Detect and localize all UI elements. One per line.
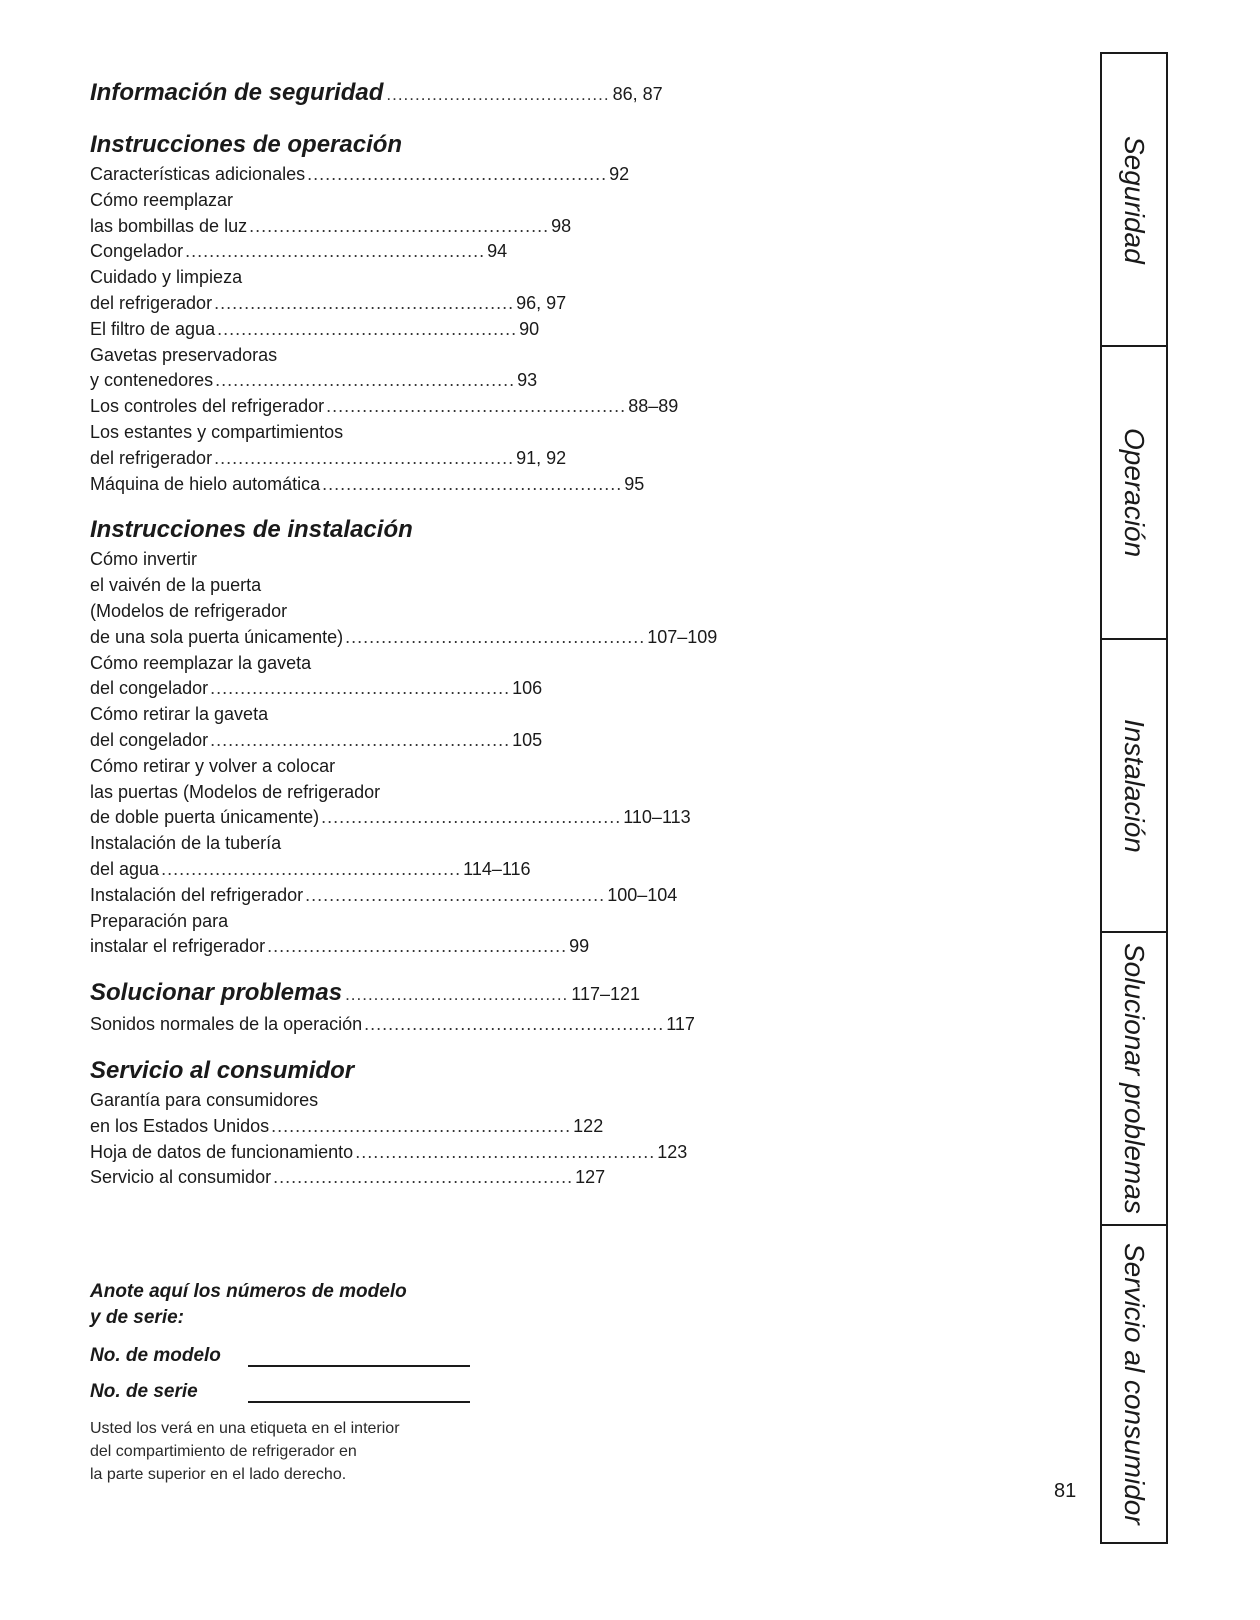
toc-entry-text: Congelador	[90, 241, 184, 262]
section-title: Solucionar problemas	[90, 979, 343, 1007]
leader-dots: ..................................................	[210, 729, 511, 750]
serial-number-label: No. de serie	[90, 1381, 198, 1402]
record-note-line: la parte superior en el lado derecho.	[90, 1466, 347, 1483]
serial-number-row	[90, 1379, 470, 1403]
toc-entry-text: Cuidado y limpieza	[90, 267, 243, 288]
toc-entry-text: del refrigerador	[90, 447, 213, 468]
leader-dots: ..................................................	[321, 807, 622, 828]
tab-seguridad[interactable]	[1102, 54, 1166, 347]
toc-entry[interactable]	[90, 857, 531, 883]
toc-entry[interactable]	[90, 394, 679, 420]
toc-entry-text: las bombillas de luz	[90, 215, 248, 236]
toc-entry[interactable]	[90, 239, 508, 265]
toc-entry-text: del congelador	[90, 729, 209, 750]
toc-entry-text: (Modelos de refrigerador	[90, 600, 288, 621]
record-note-line: Usted los verá en una etiqueta en el interior	[90, 1420, 400, 1437]
leader-dots: ..................................................	[326, 396, 627, 417]
tab-label: Servicio al consumidor	[1119, 1243, 1150, 1525]
leader-dots: ..................................................	[273, 1167, 574, 1188]
toc-entry-page: 90	[519, 318, 540, 339]
toc-entry-text: las puertas (Modelos de refrigerador	[90, 781, 381, 802]
serial-number-blank[interactable]	[248, 1379, 470, 1403]
toc-entry-text: Cómo retirar y volver a colocar	[90, 755, 336, 776]
model-number-label: No. de modelo	[90, 1345, 221, 1366]
toc-entry[interactable]	[90, 1165, 606, 1191]
toc-entry-text: Cómo invertir	[90, 549, 198, 570]
toc-entry-page: 127	[575, 1167, 606, 1188]
leader-dots: ..................................................	[267, 936, 568, 957]
tab-label: Operación	[1119, 427, 1150, 558]
toc-entry[interactable]	[90, 1012, 695, 1038]
toc-entry[interactable]	[90, 883, 678, 909]
toc-entry-line	[90, 831, 472, 857]
leader-dots: ..................................................	[345, 626, 646, 647]
leader-dots: ..................................................	[322, 473, 623, 494]
tab-instalacion[interactable]	[1102, 640, 1166, 933]
toc-entry[interactable]	[90, 162, 630, 188]
toc-entry[interactable]	[90, 1140, 688, 1166]
tab-label: Solucionar problemas	[1119, 943, 1150, 1214]
page-number: 81	[1054, 1480, 1077, 1502]
toc-entry-page: 107–109	[647, 626, 718, 647]
toc-entry[interactable]	[90, 291, 567, 317]
leader-dots: ..................................................	[215, 370, 516, 391]
toc-entry-page: 123	[657, 1141, 688, 1162]
toc-entry-line	[90, 909, 472, 935]
toc-entry[interactable]	[90, 368, 538, 394]
section-page: 86, 87	[612, 84, 663, 104]
record-note	[90, 1417, 470, 1486]
leader-dots: ..................................................	[364, 1014, 665, 1035]
toc-entry-text: instalar el refrigerador	[90, 936, 266, 957]
leader-dots: ..................................................	[305, 884, 606, 905]
toc-entry[interactable]	[90, 472, 645, 498]
toc-entry-text: Características adicionales	[90, 164, 306, 184]
section-title: Información de seguridad	[90, 79, 384, 106]
tab-servicio-al-consumidor[interactable]	[1102, 1226, 1166, 1542]
toc-entry-page: 110–113	[623, 807, 691, 828]
model-serial-record	[90, 1279, 470, 1486]
toc-entry-text: Preparación para	[90, 910, 229, 931]
toc-entry[interactable]	[90, 446, 567, 472]
toc-entries-operacion	[90, 162, 679, 497]
leader-dots: ..................................................	[185, 241, 486, 262]
leader-dots: ..................................................	[355, 1141, 656, 1162]
toc-entries-consumidor	[90, 1088, 688, 1191]
toc-entry-page: 96, 97	[516, 292, 567, 313]
section-title: Instrucciones de instalación	[90, 516, 413, 544]
leader-dots: ..................................................	[217, 318, 518, 339]
toc-heading-problemas[interactable]	[90, 976, 641, 1012]
toc-entry-text: Máquina de hielo automática	[90, 473, 321, 494]
toc-entry-line	[90, 702, 472, 728]
section-title: Instrucciones de operación	[90, 131, 403, 158]
toc-entry-page: 100–104	[607, 884, 678, 905]
leader-dots: ..................................................	[249, 215, 550, 236]
toc-entry-line	[90, 343, 472, 369]
toc-entry-page: 98	[551, 215, 572, 236]
toc-entries-problemas	[90, 1012, 695, 1038]
toc-entry-line	[90, 265, 472, 291]
toc-entry[interactable]	[90, 728, 543, 754]
toc-entry-text: en los Estados Unidos	[90, 1115, 270, 1136]
toc-entry-text: Servicio al consumidor	[90, 1167, 272, 1188]
toc-entry-line	[90, 188, 472, 214]
table-of-contents	[90, 76, 718, 1191]
toc-entry-page: 105	[512, 729, 543, 750]
toc-entry-text: del agua	[90, 858, 160, 879]
toc-entry-text: y contenedores	[90, 370, 214, 391]
toc-entry-text: Sonidos normales de la operación	[90, 1014, 363, 1035]
toc-entry-text: Los estantes y compartimientos	[90, 421, 344, 442]
toc-entry-text: de una sola puerta únicamente)	[90, 626, 344, 647]
model-number-row	[90, 1343, 470, 1367]
toc-entry[interactable]	[90, 676, 543, 702]
toc-entries-instalacion	[90, 547, 718, 960]
toc-entry-line	[90, 573, 472, 599]
leader-dots: .......................................	[345, 985, 569, 1005]
toc-entry-line	[90, 780, 472, 806]
toc-entry-page: 91, 92	[516, 447, 567, 468]
toc-entry-text: Garantía para consumidores	[90, 1089, 319, 1110]
leader-dots: ..................................................	[161, 858, 462, 879]
toc-entry-page: 93	[517, 370, 538, 391]
tab-label: Seguridad	[1119, 135, 1150, 264]
toc-entry-text: Instalación del refrigerador	[90, 884, 304, 905]
toc-entry-text: Los controles del refrigerador	[90, 396, 325, 417]
toc-entry[interactable]	[90, 934, 590, 960]
tab-operacion[interactable]	[1102, 347, 1166, 640]
toc-entry-line	[90, 547, 472, 573]
tab-label: Instalación	[1119, 718, 1150, 853]
leader-dots: ..................................................	[271, 1115, 572, 1136]
section-title: Servicio al consumidor	[90, 1056, 355, 1084]
toc-entry[interactable]	[90, 1114, 604, 1140]
toc-entry-page: 95	[624, 473, 645, 494]
toc-entry-text: Gavetas preservadoras	[90, 344, 278, 365]
toc-entry-text: Hoja de datos de funcionamiento	[90, 1141, 354, 1162]
toc-entry-page: 92	[609, 164, 630, 184]
toc-entry-text: Cómo retirar la gaveta	[90, 704, 269, 725]
section-page: 117–121	[571, 984, 641, 1005]
leader-dots: ..................................................	[307, 164, 608, 184]
toc-entry-line	[90, 1088, 472, 1114]
toc-entry-text: El filtro de agua	[90, 318, 216, 339]
toc-heading-instalacion[interactable]	[90, 513, 472, 547]
toc-heading-seguridad[interactable]	[90, 76, 663, 112]
toc-entry-text: de doble puerta únicamente)	[90, 807, 320, 828]
leader-dots: ..................................................	[214, 447, 515, 468]
toc-entry-page: 114–116	[463, 858, 531, 879]
toc-entry-page: 94	[487, 241, 508, 262]
leader-dots: ..................................................	[214, 292, 515, 313]
toc-entry-line	[90, 651, 472, 677]
toc-entry[interactable]	[90, 214, 572, 240]
toc-entry-line	[90, 599, 472, 625]
toc-entry-line	[90, 420, 472, 446]
toc-entry-text: Cómo reemplazar la gaveta	[90, 652, 312, 673]
toc-entry[interactable]	[90, 317, 540, 343]
leader-dots: ..................................................	[210, 678, 511, 699]
toc-entry-page: 99	[569, 936, 590, 957]
toc-entry-line	[90, 754, 472, 780]
tab-solucionar-problemas[interactable]	[1102, 933, 1166, 1226]
toc-entry[interactable]	[90, 805, 691, 831]
toc-entry-text: el vaivén de la puerta	[90, 575, 262, 596]
toc-entry-text: del congelador	[90, 678, 209, 699]
toc-heading-consumidor[interactable]	[90, 1054, 472, 1088]
toc-entry-page: 122	[573, 1115, 604, 1136]
toc-entry-page: 88–89	[628, 396, 679, 417]
record-heading-line1: Anote aquí los números de modelo	[90, 1281, 407, 1302]
model-number-blank[interactable]	[248, 1343, 470, 1367]
toc-entry-page: 117	[666, 1014, 695, 1035]
section-tabs	[1100, 52, 1168, 1544]
toc-entry-text: Instalación de la tubería	[90, 833, 282, 854]
toc-entry[interactable]	[90, 625, 718, 651]
record-note-line: del compartimiento de refrigerador en	[90, 1443, 357, 1460]
toc-entry-text: Cómo reemplazar	[90, 189, 234, 210]
leader-dots: .......................................	[386, 85, 610, 104]
toc-entry-page: 106	[512, 678, 543, 699]
toc-heading-operacion[interactable]	[90, 128, 472, 162]
toc-entry-text: del refrigerador	[90, 292, 213, 313]
record-heading-line2: y de serie:	[90, 1307, 184, 1328]
